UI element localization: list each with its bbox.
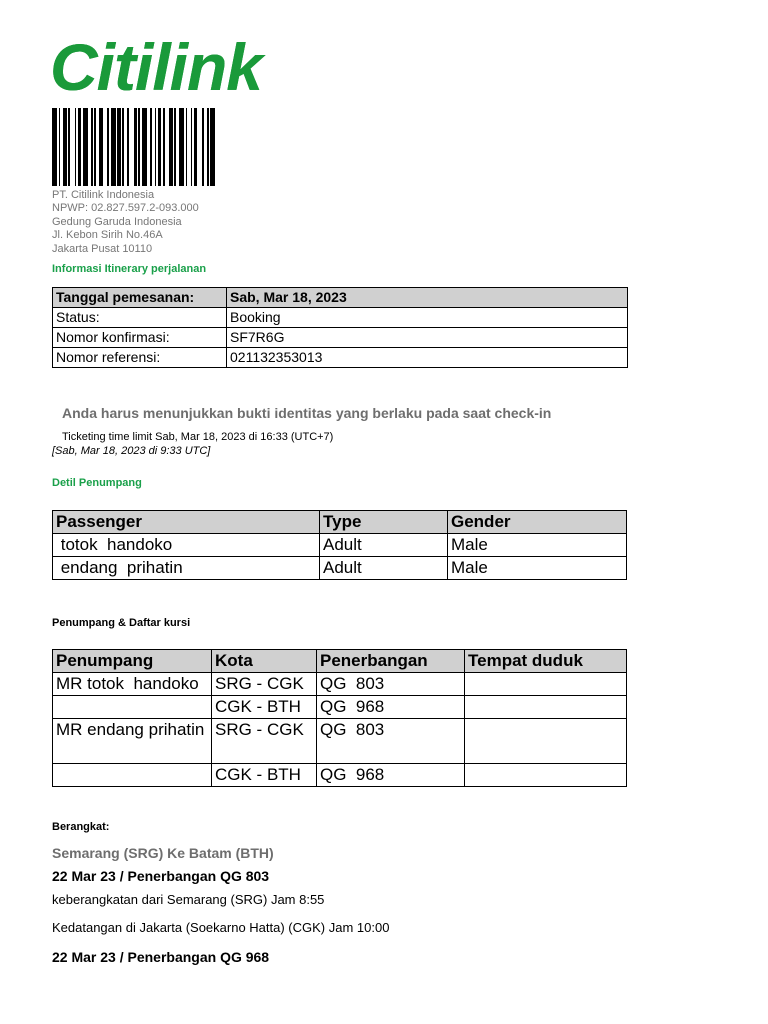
status-value: Booking (227, 308, 628, 328)
seat-city: CGK - BTH (212, 764, 317, 787)
passenger-gender: Male (448, 557, 627, 580)
company-building: Gedung Garuda Indonesia (52, 215, 182, 228)
departure-route: Semarang (SRG) Ke Batam (BTH) (52, 845, 274, 861)
passenger-type: Adult (320, 534, 448, 557)
reference-label: Nomor referensi: (53, 348, 227, 368)
table-row (53, 308, 628, 328)
table-row (53, 764, 627, 787)
table-row (53, 696, 627, 719)
table-header-row (53, 511, 627, 534)
table-row (53, 288, 628, 308)
id-notice: Anda harus menunjukkan bukti identitas yang berlaku pada saat check-in (62, 405, 552, 421)
flight-title: 22 Mar 23 / Penerbangan QG 803 (52, 868, 270, 884)
table-row (53, 328, 628, 348)
flight-title: 22 Mar 23 / Penerbangan QG 968 (52, 949, 270, 965)
flight-departure-info: keberangkatan dari Semarang (SRG) Jam 8:55 (52, 892, 325, 907)
column-header-flight: Penerbangan (317, 650, 465, 673)
barcode-bar (210, 108, 215, 186)
column-header-city: Kota (212, 650, 317, 673)
seat-number (465, 673, 627, 696)
table-header-row (53, 650, 627, 673)
flight-arrival-info: Kedatangan di Jakarta (Soekarno Hatta) (CGK) Jam 10:00 (52, 920, 390, 935)
seat-passenger: MR endang prihatin (53, 719, 212, 764)
seat-passenger (53, 696, 212, 719)
seat-city: CGK - BTH (212, 696, 317, 719)
barcode-image (52, 108, 216, 186)
company-npwp: NPWP: 02.827.597.2-093.000 (52, 202, 199, 215)
seat-passenger (53, 764, 212, 787)
seat-flight: QG 803 (317, 719, 465, 764)
passenger-name: totok handoko (53, 534, 320, 557)
itinerary-table (52, 287, 628, 368)
seat-number (465, 696, 627, 719)
seat-flight: QG 803 (317, 673, 465, 696)
company-name: PT. Citilink Indonesia (52, 189, 155, 201)
table-row (53, 534, 627, 557)
passenger-type: Adult (320, 557, 448, 580)
column-header-passenger: Passenger (53, 511, 320, 534)
column-header-gender: Gender (448, 511, 627, 534)
confirmation-value: SF7R6G (227, 328, 628, 348)
status-label: Status: (53, 308, 227, 328)
itinerary-heading: Informasi Itinerary perjalanan (52, 263, 207, 275)
column-header-passenger: Penumpang (53, 650, 212, 673)
reference-value: 021132353013 (227, 348, 628, 368)
table-row (53, 557, 627, 580)
passenger-name: endang prihatin (53, 557, 320, 580)
seat-list-heading: Penumpang & Daftar kursi (52, 617, 191, 629)
departure-heading: Berangkat: (52, 821, 110, 833)
booking-date-value: Sab, Mar 18, 2023 (227, 288, 628, 308)
table-row (53, 348, 628, 368)
passenger-gender: Male (448, 534, 627, 557)
citilink-logo (50, 36, 312, 98)
passenger-heading: Detil Penumpang (52, 477, 142, 489)
booking-date-label: Tanggal pemesanan: (53, 288, 227, 308)
table-row (53, 673, 627, 696)
ticketing-time-limit: Ticketing time limit Sab, Mar 18, 2023 di 16:33 (UTC+7) (62, 431, 334, 443)
column-header-seat: Tempat duduk (465, 650, 627, 673)
confirmation-label: Nomor konfirmasi: (53, 328, 227, 348)
ticketing-time-limit-utc: [Sab, Mar 18, 2023 di 9:33 UTC] (52, 445, 211, 457)
company-address (52, 189, 199, 256)
seat-flight: QG 968 (317, 696, 465, 719)
company-street: Jl. Kebon Sirih No.46A (52, 229, 163, 242)
seat-city: SRG - CGK (212, 719, 317, 764)
seat-number (465, 719, 627, 764)
company-city: Jakarta Pusat 10110 (52, 242, 153, 255)
column-header-type: Type (320, 511, 448, 534)
seat-table (52, 649, 627, 787)
logo-text: Citilink (50, 36, 263, 98)
seat-flight: QG 968 (317, 764, 465, 787)
seat-city: SRG - CGK (212, 673, 317, 696)
table-row (53, 719, 627, 764)
seat-number (465, 764, 627, 787)
seat-passenger: MR totok handoko (53, 673, 212, 696)
passenger-table (52, 510, 627, 580)
